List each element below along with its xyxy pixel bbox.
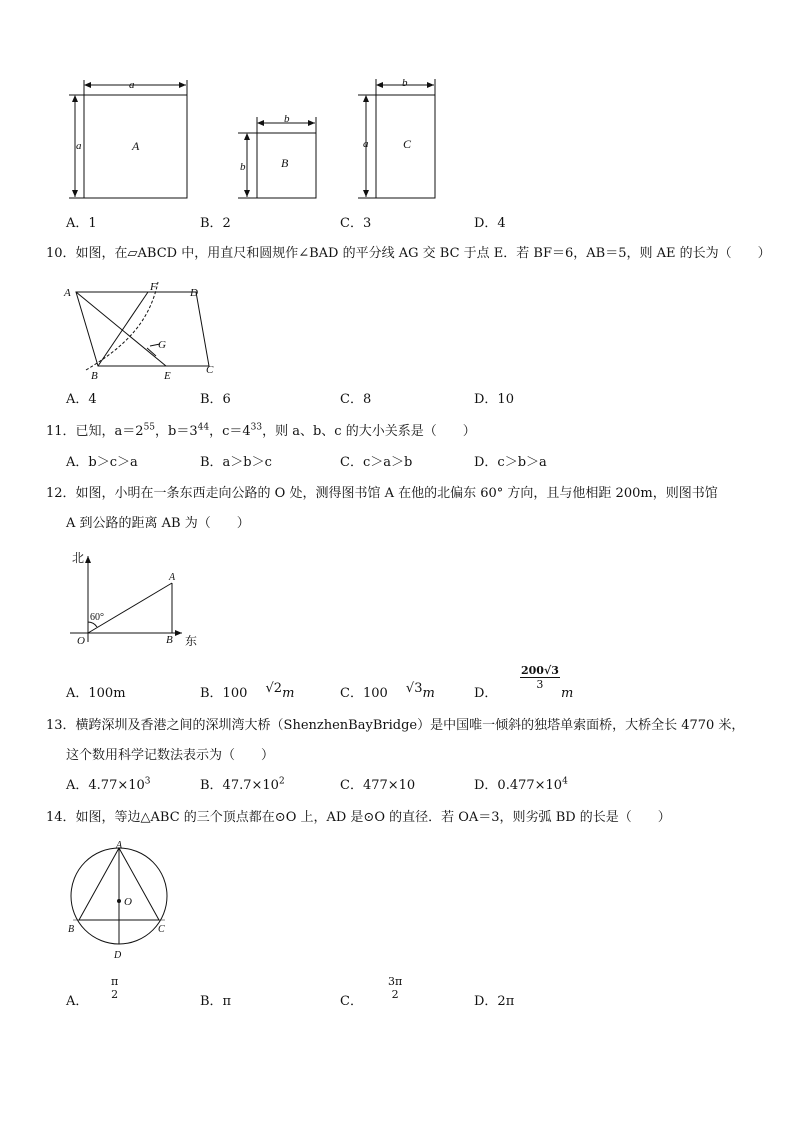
q12-option-d-prefix[interactable]: D． <box>474 686 498 701</box>
square-b <box>238 113 316 198</box>
q12-option-b-unit: m <box>282 686 295 701</box>
q10-label-b: B <box>91 370 98 382</box>
q10-stem: 10．如图，在▱ABCD 中，用直尺和圆规作∠BAD 的平分线 AG 交 BC 于点 E．若 BF＝6，AB＝5，则 AE 的长为（ ） <box>46 246 771 261</box>
q11-stem-prefix: 11．已知， <box>46 424 115 439</box>
q12-label-north: 北 <box>72 551 85 565</box>
q12-label-o: O <box>77 635 85 647</box>
q11-option-b[interactable]: B．a＞b＞c <box>200 455 272 470</box>
q14-option-c-denominator: 2 <box>391 988 399 1001</box>
q12-option-b[interactable] <box>200 681 295 702</box>
q14-label-a: A <box>116 840 123 851</box>
q11-a: a＝2 <box>114 424 144 439</box>
q9-option-a[interactable]: A．1 <box>66 216 97 231</box>
q12-option-c-radical: √3 <box>405 681 423 696</box>
q12-option-d-numerator: 200√3 <box>521 664 559 677</box>
q11-b: ，b＝3 <box>155 424 198 439</box>
q13-option-d-base: D．0.477×10 <box>474 778 563 793</box>
q12-label-a: A <box>169 572 176 583</box>
rect-c-left-label: a <box>363 138 369 150</box>
q13-stem-line2: 这个数用科学记数法表示为（ ） <box>66 748 275 763</box>
q12-option-b-prefix: B．100 <box>200 686 248 701</box>
q10-label-f: F <box>150 281 157 293</box>
q11-c: ，c＝4 <box>209 424 251 439</box>
q12-option-c-unit: m <box>422 686 435 701</box>
q10-option-d[interactable]: D．10 <box>474 392 514 407</box>
q12-label-east: 东 <box>185 634 198 648</box>
q10-label-a: A <box>64 287 71 299</box>
q11-stem-suffix: ，则 a、b、c 的大小关系是（ ） <box>262 424 476 439</box>
q14-label-d: D <box>114 950 122 961</box>
q14-option-a-fraction <box>110 975 119 1001</box>
q9-option-c[interactable]: C．3 <box>340 216 372 231</box>
q13-option-b-exp: 2 <box>278 776 285 787</box>
q11-stem <box>46 424 476 440</box>
q14-option-a-denominator: 2 <box>111 988 119 1001</box>
q10-label-e: E <box>164 370 171 382</box>
q12-label-angle: 60° <box>90 612 104 623</box>
q13-option-d[interactable] <box>474 778 568 794</box>
q14-label-b: B <box>68 924 75 935</box>
q14-option-c-prefix[interactable]: C． <box>340 994 363 1009</box>
q11-c-exp: 33 <box>250 422 263 433</box>
q12-option-c[interactable] <box>340 681 435 702</box>
q14-label-c: C <box>158 924 165 935</box>
q10-option-c[interactable]: C．8 <box>340 392 372 407</box>
q12-stem-line2: A 到公路的距离 AB 为（ ） <box>66 516 250 531</box>
square-b-left-label: b <box>240 161 246 173</box>
q12-option-d-fraction <box>520 664 560 691</box>
q14-option-a-numerator: π <box>111 975 119 988</box>
q13-option-c[interactable] <box>340 778 415 794</box>
q12-option-c-prefix: C．100 <box>340 686 388 701</box>
q10-label-c: C <box>206 364 214 376</box>
q13-option-d-exp: 4 <box>562 776 568 787</box>
q10-label-d: D <box>190 287 198 299</box>
q13-option-a-exp: 3 <box>144 776 151 787</box>
q12-option-d-denominator: 3 <box>536 678 544 691</box>
square-a-name: A <box>132 139 140 153</box>
rect-c-name: C <box>403 137 412 151</box>
q14-option-c-fraction <box>387 975 403 1001</box>
q11-a-exp: 55 <box>143 422 156 433</box>
q14-option-d[interactable]: D．2π <box>474 994 515 1009</box>
q13-option-a-base: A．4.77×10 <box>66 778 145 793</box>
q14-option-b[interactable]: B．π <box>200 994 232 1009</box>
q12-option-b-radical: √2 <box>265 681 283 696</box>
q11-b-exp: 44 <box>197 422 210 433</box>
q13-option-b-base: B．47.7×10 <box>200 778 279 793</box>
q12-direction-figure <box>0 540 794 660</box>
q12-option-a[interactable]: A．100m <box>66 686 126 701</box>
q11-option-d[interactable]: D．c＞b＞a <box>474 455 547 470</box>
q12-stem-line1: 12．如图，小明在一条东西走向公路的 O 处，测得图书馆 A 在他的北偏东 60° 方向，且与他相距 200m，则图书馆 <box>46 486 718 501</box>
q9-option-d[interactable]: D．4 <box>474 216 506 231</box>
q14-stem: 14．如图，等边△ABC 的三个顶点都在⊙O 上，AD 是⊙O 的直径．若 OA＝3，则劣弧 BD 的长是（ ） <box>46 810 671 825</box>
q12-option-d-unit: m <box>561 686 574 701</box>
q10-option-b[interactable]: B．6 <box>200 392 231 407</box>
q14-option-c-numerator: 3π <box>388 975 403 988</box>
q14-option-a-prefix[interactable]: A． <box>66 994 89 1009</box>
q13-option-c-base: C．477×10 <box>340 778 416 793</box>
square-b-name: B <box>281 156 289 170</box>
q11-option-a[interactable]: A．b＞c＞a <box>66 455 138 470</box>
square-a <box>69 79 187 198</box>
square-b-top-label: b <box>284 113 290 125</box>
q11-option-c[interactable]: C．c＞a＞b <box>340 455 413 470</box>
q13-option-a[interactable] <box>66 778 151 794</box>
q14-circle-figure <box>0 838 794 968</box>
q12-label-b: B <box>166 634 173 646</box>
rectangle-c <box>358 77 435 198</box>
q10-option-a[interactable]: A．4 <box>66 392 97 407</box>
q10-label-g: G <box>158 339 166 351</box>
q14-label-o: O <box>124 896 132 908</box>
square-a-top-label: a <box>129 79 135 91</box>
q13-stem-line1: 13．横跨深圳及香港之间的深圳湾大桥（ShenzhenBayBridge）是中国唯一倾斜的独塔单索面桥，大桥全长 4770 米， <box>46 718 745 733</box>
square-a-left-label: a <box>76 140 82 152</box>
q9-figures <box>0 0 794 210</box>
q9-option-b[interactable]: B．2 <box>200 216 231 231</box>
q13-option-b[interactable] <box>200 778 285 794</box>
rect-c-top-label: b <box>402 77 408 89</box>
q10-parallelogram-figure <box>0 270 794 390</box>
